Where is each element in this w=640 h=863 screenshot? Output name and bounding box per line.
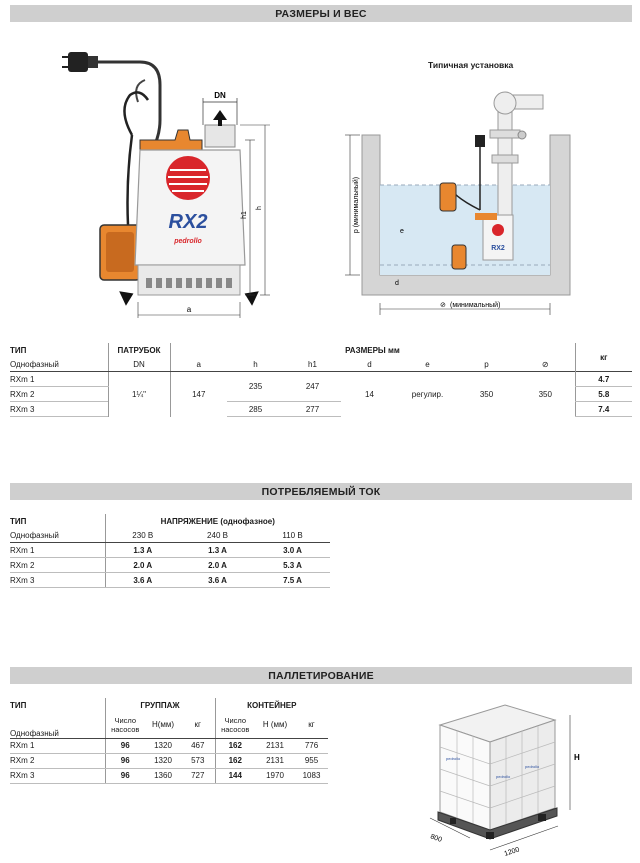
sub-o: ⊘ xyxy=(516,357,575,372)
col-outlet: ПАТРУБОК xyxy=(108,343,170,357)
col-group: ГРУППАЖ xyxy=(105,698,215,712)
svg-text:RX2: RX2 xyxy=(491,245,505,252)
model-cell: RXm 1 xyxy=(10,543,105,558)
dn-label: DN xyxy=(214,91,226,100)
e-value: регулир. xyxy=(411,389,444,399)
plug-icon xyxy=(62,52,98,72)
model-cell: RXm 3 xyxy=(10,768,105,783)
phase-label: Однофазный xyxy=(10,528,105,543)
table-row xyxy=(10,573,330,588)
value-cell: 1083 xyxy=(295,768,328,783)
pallet-width-1200: 1200 xyxy=(503,846,521,858)
pallet-width-800: 800 xyxy=(429,833,443,844)
d-value: 14 xyxy=(365,389,374,399)
sub-kg: кг xyxy=(295,712,328,738)
sub-kg: кг xyxy=(181,712,215,738)
dn-value: 1¼" xyxy=(108,372,170,417)
h1-label: h1 xyxy=(241,211,248,219)
value-cell: 573 xyxy=(181,753,215,768)
model-cell: RXm 1 xyxy=(10,738,105,753)
outlet-sub: DN xyxy=(108,357,170,372)
value-cell: 467 xyxy=(181,738,215,753)
section-title: ПОТРЕБЛЯЕМЫЙ ТОК xyxy=(261,485,381,498)
sub-e: e xyxy=(398,357,457,372)
phase-label: Однофазный xyxy=(10,712,105,738)
col-type: ТИП xyxy=(10,345,27,355)
h1-small-value: 247 xyxy=(284,372,341,402)
a-value: 147 xyxy=(170,372,227,417)
sub-h: H (мм) xyxy=(255,712,295,738)
h1-big-value: 277 xyxy=(284,402,341,417)
pallet-drawing xyxy=(410,700,590,860)
table-row xyxy=(10,543,330,558)
sub-h1: h1 xyxy=(284,357,341,372)
value-cell: 727 xyxy=(181,768,215,783)
p-value: 350 xyxy=(479,389,494,399)
pump-dimension-drawing xyxy=(60,40,310,325)
voltage-110: 110 В xyxy=(255,528,330,543)
col-type: ТИП xyxy=(10,516,27,526)
installation-drawing xyxy=(340,75,600,325)
section-header-current xyxy=(10,483,632,500)
brand-logo: pedrollo xyxy=(174,238,202,245)
current-cell: 3.6 A xyxy=(180,573,255,588)
value-cell: 1320 xyxy=(145,753,181,768)
col-dims: РАЗМЕРЫ мм xyxy=(170,343,575,357)
diameter-icon: ⊘ xyxy=(440,302,446,309)
float-switch xyxy=(100,225,140,280)
e-label: e xyxy=(400,228,404,235)
model-cell: RXm 3 xyxy=(10,573,105,588)
model-cell: RXm 2 xyxy=(10,558,105,573)
current-cell: 1.3 A xyxy=(180,543,255,558)
a-label: a xyxy=(186,305,192,314)
sub-h: H(мм) xyxy=(145,712,181,738)
o-value: 350 xyxy=(538,389,552,399)
h-label: h xyxy=(256,206,263,210)
pallet-h-label: H xyxy=(574,753,580,762)
value-cell: 2131 xyxy=(255,753,295,768)
p-label: p (минимальный) xyxy=(353,176,360,234)
svg-text:pedrollo: pedrollo xyxy=(496,774,511,779)
model-cell: RXm 1 xyxy=(10,372,108,387)
sub-d: d xyxy=(341,357,398,372)
pallet-table xyxy=(10,698,328,784)
value-cell: 955 xyxy=(295,753,328,768)
voltage-240: 240 В xyxy=(180,528,255,543)
current-cell: 1.3 A xyxy=(105,543,180,558)
d-label: d xyxy=(395,280,399,287)
svg-text:pedrollo: pedrollo xyxy=(446,756,461,761)
table-row xyxy=(10,753,328,768)
value-cell: 776 xyxy=(295,738,328,753)
pump-model-label: RX2 xyxy=(168,211,208,233)
width-label: (минимальный) xyxy=(450,302,501,309)
col-kg: кг xyxy=(575,343,632,372)
value-cell: 162 xyxy=(215,753,255,768)
table-row xyxy=(10,372,632,387)
col-voltage: НАПРЯЖЕНИЕ (однофазное) xyxy=(105,514,330,528)
value-cell: 2131 xyxy=(255,738,295,753)
section-header-pallet xyxy=(10,667,632,684)
value-cell: 96 xyxy=(105,738,145,753)
dimensions-table xyxy=(10,343,632,417)
section-title: РАЗМЕРЫ И ВЕС xyxy=(275,7,367,20)
sub-count: Число насосов xyxy=(105,712,145,738)
install-caption: Типичная установка xyxy=(428,60,514,70)
table-row xyxy=(10,738,328,753)
current-cell: 7.5 A xyxy=(255,573,330,588)
h-big-value: 285 xyxy=(227,402,284,417)
model-cell: RXm 3 xyxy=(10,402,108,417)
value-cell: 96 xyxy=(105,768,145,783)
value-cell: 96 xyxy=(105,753,145,768)
value-cell: 1970 xyxy=(255,768,295,783)
current-cell: 3.6 A xyxy=(105,573,180,588)
kg-value: 7.4 xyxy=(575,402,632,417)
svg-text:pedrollo: pedrollo xyxy=(525,764,540,769)
table-row xyxy=(10,558,330,573)
sub-count: Число насосов xyxy=(215,712,255,738)
col-type: ТИП xyxy=(10,700,27,710)
voltage-230: 230 В xyxy=(105,528,180,543)
value-cell: 1320 xyxy=(145,738,181,753)
current-cell: 3.0 A xyxy=(255,543,330,558)
model-cell: RXm 2 xyxy=(10,387,108,402)
col-container: КОНТЕЙНЕР xyxy=(215,698,328,712)
sub-a: a xyxy=(170,357,227,372)
kg-value: 4.7 xyxy=(575,372,632,387)
current-cell: 2.0 A xyxy=(105,558,180,573)
value-cell: 1360 xyxy=(145,768,181,783)
current-cell: 2.0 A xyxy=(180,558,255,573)
section-header-dimensions xyxy=(10,5,632,22)
sub-p: p xyxy=(457,357,516,372)
current-table xyxy=(10,514,330,588)
section-title: ПАЛЛЕТИРОВАНИЕ xyxy=(268,669,374,682)
table-row xyxy=(10,768,328,783)
model-cell: RXm 2 xyxy=(10,753,105,768)
current-cell: 5.3 A xyxy=(255,558,330,573)
kg-value: 5.8 xyxy=(575,387,632,402)
sub-h: h xyxy=(227,357,284,372)
phase-label: Однофазный xyxy=(10,357,108,372)
value-cell: 162 xyxy=(215,738,255,753)
h-small-value: 235 xyxy=(227,372,284,402)
value-cell: 144 xyxy=(215,768,255,783)
